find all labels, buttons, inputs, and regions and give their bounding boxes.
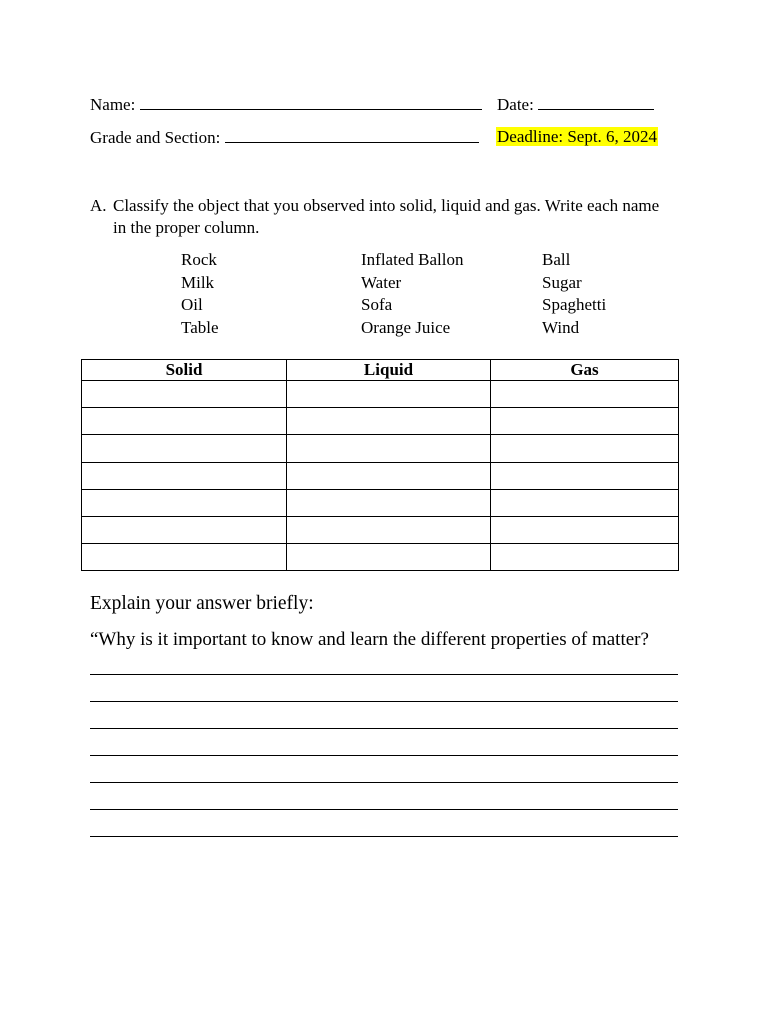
table-row [82, 408, 679, 435]
deadline-row [496, 127, 658, 147]
answer-line[interactable] [90, 755, 678, 756]
answer-line[interactable] [90, 728, 678, 729]
table-row [82, 516, 679, 543]
table-cell-blank[interactable] [287, 489, 491, 516]
items-column-2 [361, 249, 463, 340]
items-column-1 [181, 249, 219, 340]
table-cell-blank[interactable] [491, 435, 679, 462]
header-liquid: Liquid [287, 360, 491, 381]
item: Sofa [361, 295, 393, 315]
item: Sugar [542, 272, 582, 292]
table-row [82, 489, 679, 516]
section-a-instruction-line1: Classify the object that you observed into solid, liquid and gas. Write each name [113, 196, 660, 215]
section-a-marker: A. [90, 196, 107, 215]
answer-line[interactable] [90, 674, 678, 675]
deadline-highlight: Deadline: Sept. 6, 2024 [497, 127, 658, 146]
header-solid: Solid [82, 360, 287, 381]
table-body [82, 381, 679, 571]
answer-line[interactable] [90, 836, 678, 837]
table-cell-blank[interactable] [82, 381, 287, 408]
item: Wind [542, 318, 580, 338]
name-label: Name: [90, 95, 136, 114]
table-cell-blank[interactable] [491, 544, 679, 571]
item: Orange Juice [361, 318, 451, 338]
item: Milk [181, 272, 215, 292]
table-cell-blank[interactable] [491, 462, 679, 489]
name-blank[interactable] [140, 94, 482, 110]
grade-section-blank[interactable] [225, 127, 479, 143]
explain-heading: Explain your answer briefly: [90, 593, 314, 614]
item: Inflated Ballon [361, 250, 464, 269]
items-column-3 [542, 249, 606, 340]
table-cell-blank[interactable] [491, 381, 679, 408]
table-cell-blank[interactable] [82, 544, 287, 571]
table-cell-blank[interactable] [82, 516, 287, 543]
item: Ball [542, 250, 571, 269]
date-label: Date: [497, 95, 534, 114]
table-row [82, 435, 679, 462]
table-row [82, 544, 679, 571]
table-cell-blank[interactable] [82, 408, 287, 435]
item: Oil [181, 295, 203, 315]
table-cell-blank[interactable] [287, 544, 491, 571]
item: Water [361, 272, 402, 292]
table-cell-blank[interactable] [82, 435, 287, 462]
explain-question: “Why is it important to know and learn the different properties of matter? [90, 629, 649, 650]
table-cell-blank[interactable] [287, 408, 491, 435]
table-header-row [82, 360, 679, 381]
table-cell-blank[interactable] [287, 435, 491, 462]
header-gas: Gas [491, 360, 679, 381]
classification-table [81, 359, 679, 571]
section-a-instruction-line2: in the proper column. [113, 218, 260, 237]
item: Spaghetti [542, 295, 607, 315]
table-cell-blank[interactable] [287, 516, 491, 543]
name-row [90, 94, 482, 115]
answer-line[interactable] [90, 701, 678, 702]
table-cell-blank[interactable] [491, 516, 679, 543]
table-cell-blank[interactable] [491, 489, 679, 516]
table-row [82, 462, 679, 489]
table-cell-blank[interactable] [287, 462, 491, 489]
date-blank[interactable] [538, 94, 654, 110]
table-row [82, 381, 679, 408]
table-cell-blank[interactable] [287, 381, 491, 408]
table-cell-blank[interactable] [82, 489, 287, 516]
table-cell-blank[interactable] [491, 408, 679, 435]
date-row [497, 94, 654, 115]
answer-line[interactable] [90, 782, 678, 783]
answer-line[interactable] [90, 809, 678, 810]
table-cell-blank[interactable] [82, 462, 287, 489]
grade-section-row [90, 127, 479, 148]
item: Rock [181, 250, 217, 269]
item: Table [181, 318, 219, 338]
grade-section-label: Grade and Section: [90, 128, 221, 147]
